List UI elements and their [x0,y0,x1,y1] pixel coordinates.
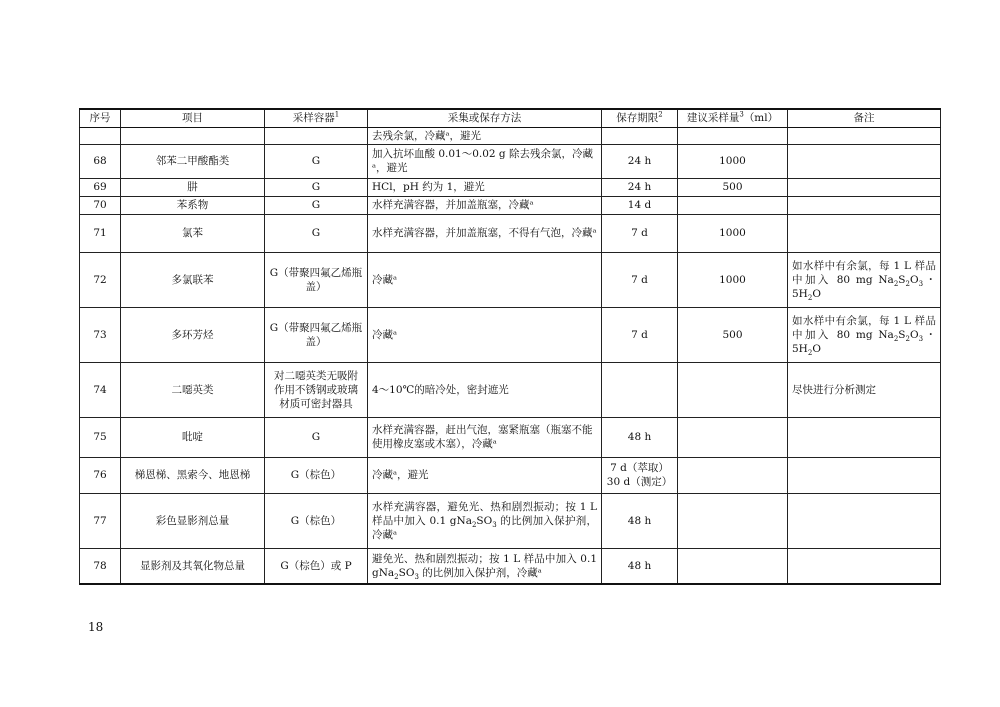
table-row [80,457,941,493]
table-row [80,127,941,144]
header-item: 项目 [121,109,265,127]
cell-item: 彩色显影剂总量 [121,493,265,548]
cell-volume [678,362,788,417]
cell-item: 多氯联苯 [121,252,265,307]
cell-period: 48 h [602,548,678,584]
cell-remarks [788,144,941,178]
table-row [80,196,941,214]
cell-item: 苯系物 [121,196,265,214]
cell-no: 76 [80,457,121,493]
cell-no: 77 [80,493,121,548]
cell-remarks [788,493,941,548]
table-row [80,307,941,362]
cell-volume: 1000 [678,214,788,252]
cell-remarks: 如水样中有余氯，每 1 L 样品中加入 80 mg $Na_2S_2O_3$・$5H_2O$ [788,252,941,307]
period-determination: 30 d（测定） [606,476,673,488]
cell-container: G [265,214,368,252]
cell-volume [678,457,788,493]
cell-period: 24 h [602,178,678,196]
table-row [80,178,941,196]
cell-remarks [788,548,941,584]
cell-remarks: 如水样中有余氯，每 1 L 样品中加入 80 mg $Na_2S_2O_3$・$5H_2O$ [788,307,941,362]
cell-method: 水样充满容器，并加盖瓶塞，冷藏ᵃ [368,196,602,214]
cell-method: 水样充满容器，并加盖瓶塞，不得有气泡，冷藏ᵃ [368,214,602,252]
cell-item [121,127,265,144]
cell-method: 避免光、热和剧烈振动；按 1 L 样品中加入 0.1 $gNa_2SO_3$ 的比例加入保护剂，冷藏ᵃ [368,548,602,584]
cell-no: 68 [80,144,121,178]
cell-remarks [788,196,941,214]
cell-container: G [265,417,368,457]
cell-item: 吡啶 [121,417,265,457]
cell-period: 24 h [602,144,678,178]
cell-no: 75 [80,417,121,457]
cell-volume [678,417,788,457]
cell-item: 二噁英类 [121,362,265,417]
cell-no: 71 [80,214,121,252]
cell-volume: 1000 [678,252,788,307]
cell-method: 冷藏ᵃ，避光 [368,457,602,493]
cell-container: G [265,178,368,196]
cell-no: 74 [80,362,121,417]
cell-period: 48 h [602,417,678,457]
header-period: 保存期限$^2$ [602,109,678,127]
cell-item: 氯苯 [121,214,265,252]
cell-method: 冷藏ᵃ [368,252,602,307]
cell-item: 肼 [121,178,265,196]
header-no: 序号 [80,109,121,127]
header-method: 采集或保存方法 [368,109,602,127]
cell-container: G [265,196,368,214]
cell-method: 去残余氯，冷藏ᵃ，避光 [368,127,602,144]
cell-container: G（棕色） [265,457,368,493]
cell-item: 梯恩梯、黑索今、地恩梯 [121,457,265,493]
cell-container [265,127,368,144]
cell-remarks [788,417,941,457]
cell-volume [678,196,788,214]
table-row [80,252,941,307]
cell-item: 显影剂及其氧化物总量 [121,548,265,584]
cell-item: 多环芳烃 [121,307,265,362]
cell-period [602,127,678,144]
cell-no: 70 [80,196,121,214]
cell-remarks [788,457,941,493]
cell-remarks: 尽快进行分析测定 [788,362,941,417]
cell-volume [678,493,788,548]
table-row [80,214,941,252]
cell-volume [678,127,788,144]
page-number: 18 [88,620,104,634]
cell-container: G（带聚四氟乙烯瓶盖） [265,252,368,307]
cell-period: 7 d [602,252,678,307]
cell-volume: 500 [678,307,788,362]
cell-period [602,457,678,493]
cell-period: 14 d [602,196,678,214]
cell-no: 78 [80,548,121,584]
table-row [80,417,941,457]
table-row [80,548,941,584]
cell-method: 水样充满容器，避免光、热和剧烈振动；按 1 L 样品中加入 0.1 $gNa_2SO_3$ 的比例加入保护剂，冷藏ᵃ [368,493,602,548]
cell-period: 48 h [602,493,678,548]
period-extraction: 7 d（萃取） [610,462,669,474]
cell-container: G（棕色） [265,493,368,548]
cell-volume [678,548,788,584]
table-row [80,362,941,417]
cell-container: G（棕色）或 P [265,548,368,584]
cell-no: 69 [80,178,121,196]
cell-method: 加入抗坏血酸 0.01～0.02 g 除去残余氯，冷藏ᵃ，避光 [368,144,602,178]
cell-method: 4～10℃的暗冷处，密封遮光 [368,362,602,417]
table-row [80,493,941,548]
cell-remarks [788,214,941,252]
cell-period [602,362,678,417]
header-volume: 建议采样量$^3$（ml） [678,109,788,127]
cell-method: 水样充满容器，赶出气泡，塞紧瓶塞（瓶塞不能使用橡皮塞或木塞），冷藏ᵃ [368,417,602,457]
cell-volume: 500 [678,178,788,196]
sampling-preservation-table [79,108,941,585]
cell-period: 7 d [602,307,678,362]
cell-no: 72 [80,252,121,307]
cell-remarks [788,127,941,144]
cell-period: 7 d [602,214,678,252]
cell-method: HCl，pH 约为 1，避光 [368,178,602,196]
header-container: 采样容器$^1$ [265,109,368,127]
cell-no: 73 [80,307,121,362]
cell-container: G（带聚四氟乙烯瓶盖） [265,307,368,362]
cell-container: 对二噁英类无吸附作用不锈钢或玻璃材质可密封器具 [265,362,368,417]
table-header-row [80,109,941,127]
table-row [80,144,941,178]
cell-remarks [788,178,941,196]
cell-container: G [265,144,368,178]
cell-item: 邻苯二甲酸酯类 [121,144,265,178]
cell-volume: 1000 [678,144,788,178]
cell-no [80,127,121,144]
header-remarks: 备注 [788,109,941,127]
cell-method: 冷藏ᵃ [368,307,602,362]
